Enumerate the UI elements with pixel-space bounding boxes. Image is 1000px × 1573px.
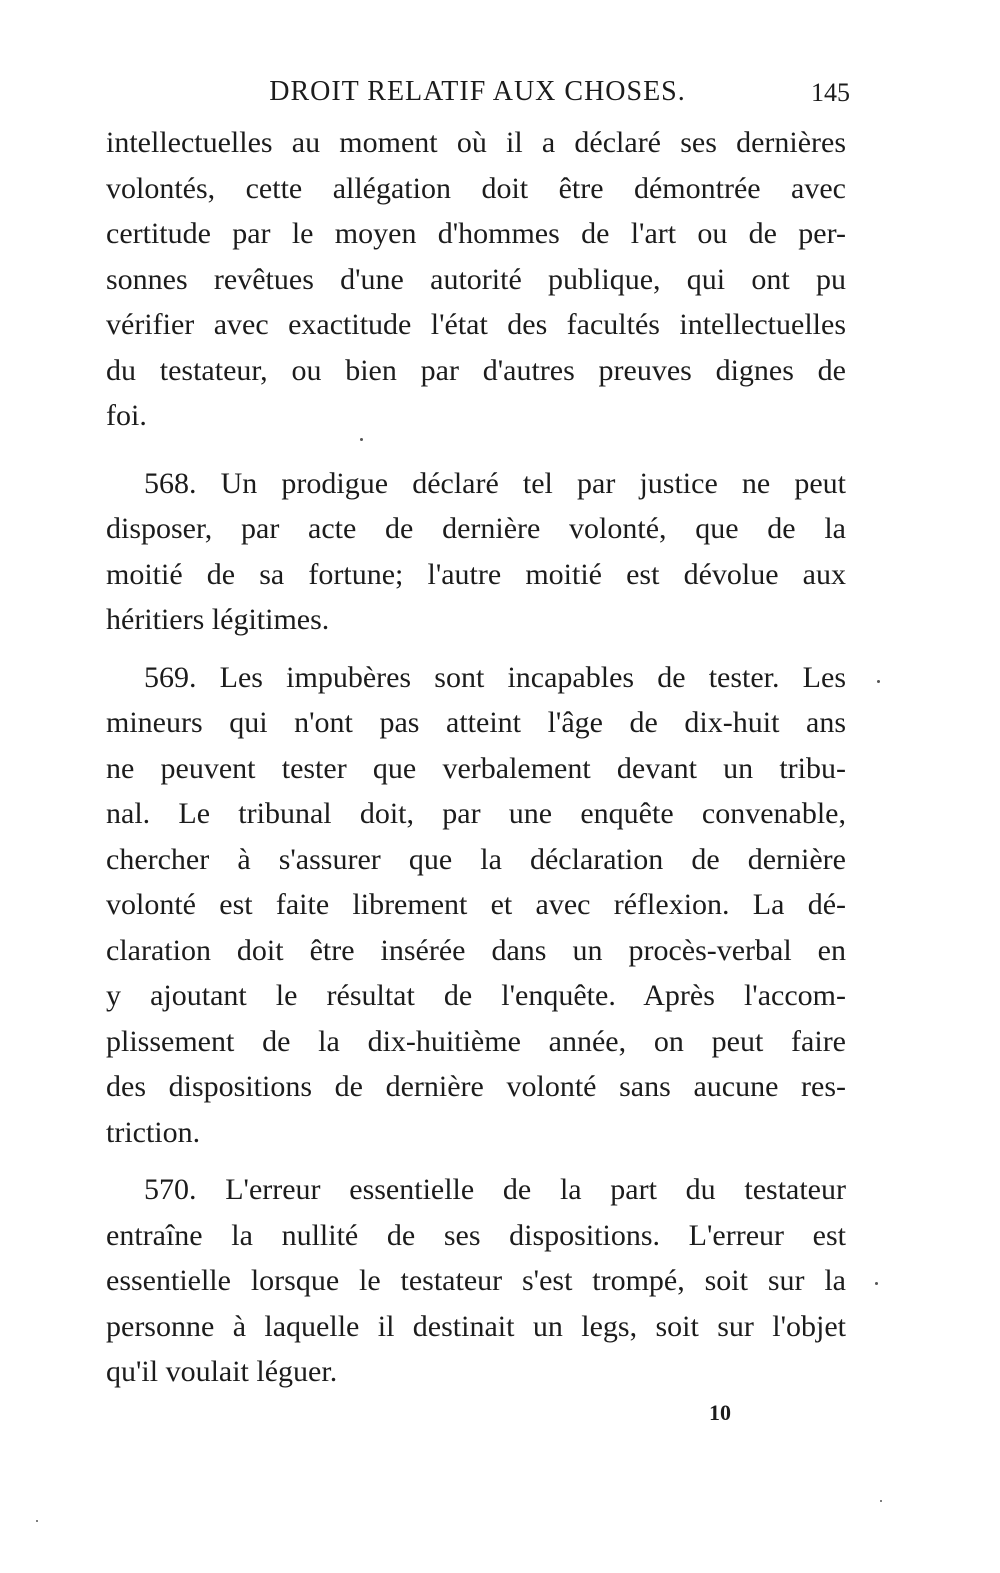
ink-speck <box>360 438 363 441</box>
ink-speck <box>875 1282 878 1285</box>
paragraph-569 <box>106 655 846 1156</box>
page-number: 145 <box>811 78 850 107</box>
text-line: ne peuvent tester que verbalement devant un tribu- <box>106 751 846 785</box>
ink-speck <box>877 680 880 683</box>
text-line: des dispositions de dernière volonté sans aucune res- <box>106 1070 846 1103</box>
text-line: sonnes revêtues d'une autorité publique, qui ont pu <box>106 262 846 296</box>
text-line: chercher à s'assurer que la déclaration de dernière <box>106 842 846 876</box>
text-line: vérifier avec exactitude l'état des facultés intellectuelles <box>106 308 846 341</box>
running-title: DROIT RELATIF AUX CHOSES. <box>269 76 686 107</box>
text-line: 569. Les impubères sont incapables de tester. Les <box>144 660 846 694</box>
text-line: héritiers légitimes. <box>106 603 330 636</box>
text-line: disposer, par acte de dernière volonté, que de la <box>106 512 846 545</box>
paragraph-570 <box>106 1167 846 1395</box>
text-line: plissement de la dix-huitième année, on peut faire <box>106 1024 846 1058</box>
text-line: volonté est faite librement et avec réflexion. La dé- <box>106 888 846 921</box>
body-text <box>106 120 846 1395</box>
ink-speck <box>36 1520 38 1522</box>
text-line: 568. Un prodigue déclaré tel par justice ne peut <box>144 466 846 500</box>
text-line: 570. L'erreur essentielle de la part du testateur <box>144 1173 846 1206</box>
text-line: qu'il voulait léguer. <box>106 1355 338 1388</box>
text-line: moitié de sa fortune; l'autre moitié est dévolue aux <box>106 557 846 591</box>
text-line: certitude par le moyen d'hommes de l'art ou de per- <box>106 217 846 250</box>
text-line: mineurs qui n'ont pas atteint l'âge de dix-huit ans <box>106 706 846 739</box>
text-line: foi. <box>106 399 147 432</box>
paragraph-continuation <box>106 120 846 439</box>
text-line: nal. Le tribunal doit, par une enquête convenable, <box>106 797 846 830</box>
running-head <box>105 76 850 120</box>
ink-speck <box>880 1500 882 1502</box>
text-line: triction. <box>106 1115 201 1149</box>
text-line: volontés, cette allégation doit être démontrée avec <box>106 171 846 205</box>
text-line: personne à laquelle il destinait un legs, soit sur l'objet <box>106 1309 846 1343</box>
text-line: intellectuelles au moment où il a déclaré ses dernières <box>106 126 846 159</box>
paragraph-568 <box>106 461 846 643</box>
signature-mark: 10 <box>709 1400 731 1425</box>
text-line: claration doit être insérée dans un procès-verbal en <box>106 933 846 967</box>
text-line: entraîne la nullité de ses dispositions. L'erreur est <box>106 1218 846 1252</box>
text-line: essentielle lorsque le testateur s'est trompé, soit sur la <box>106 1264 846 1297</box>
text-line: y ajoutant le résultat de l'enquête. Après l'accom- <box>106 979 846 1012</box>
text-line: du testateur, ou bien par d'autres preuves dignes de <box>106 353 846 387</box>
